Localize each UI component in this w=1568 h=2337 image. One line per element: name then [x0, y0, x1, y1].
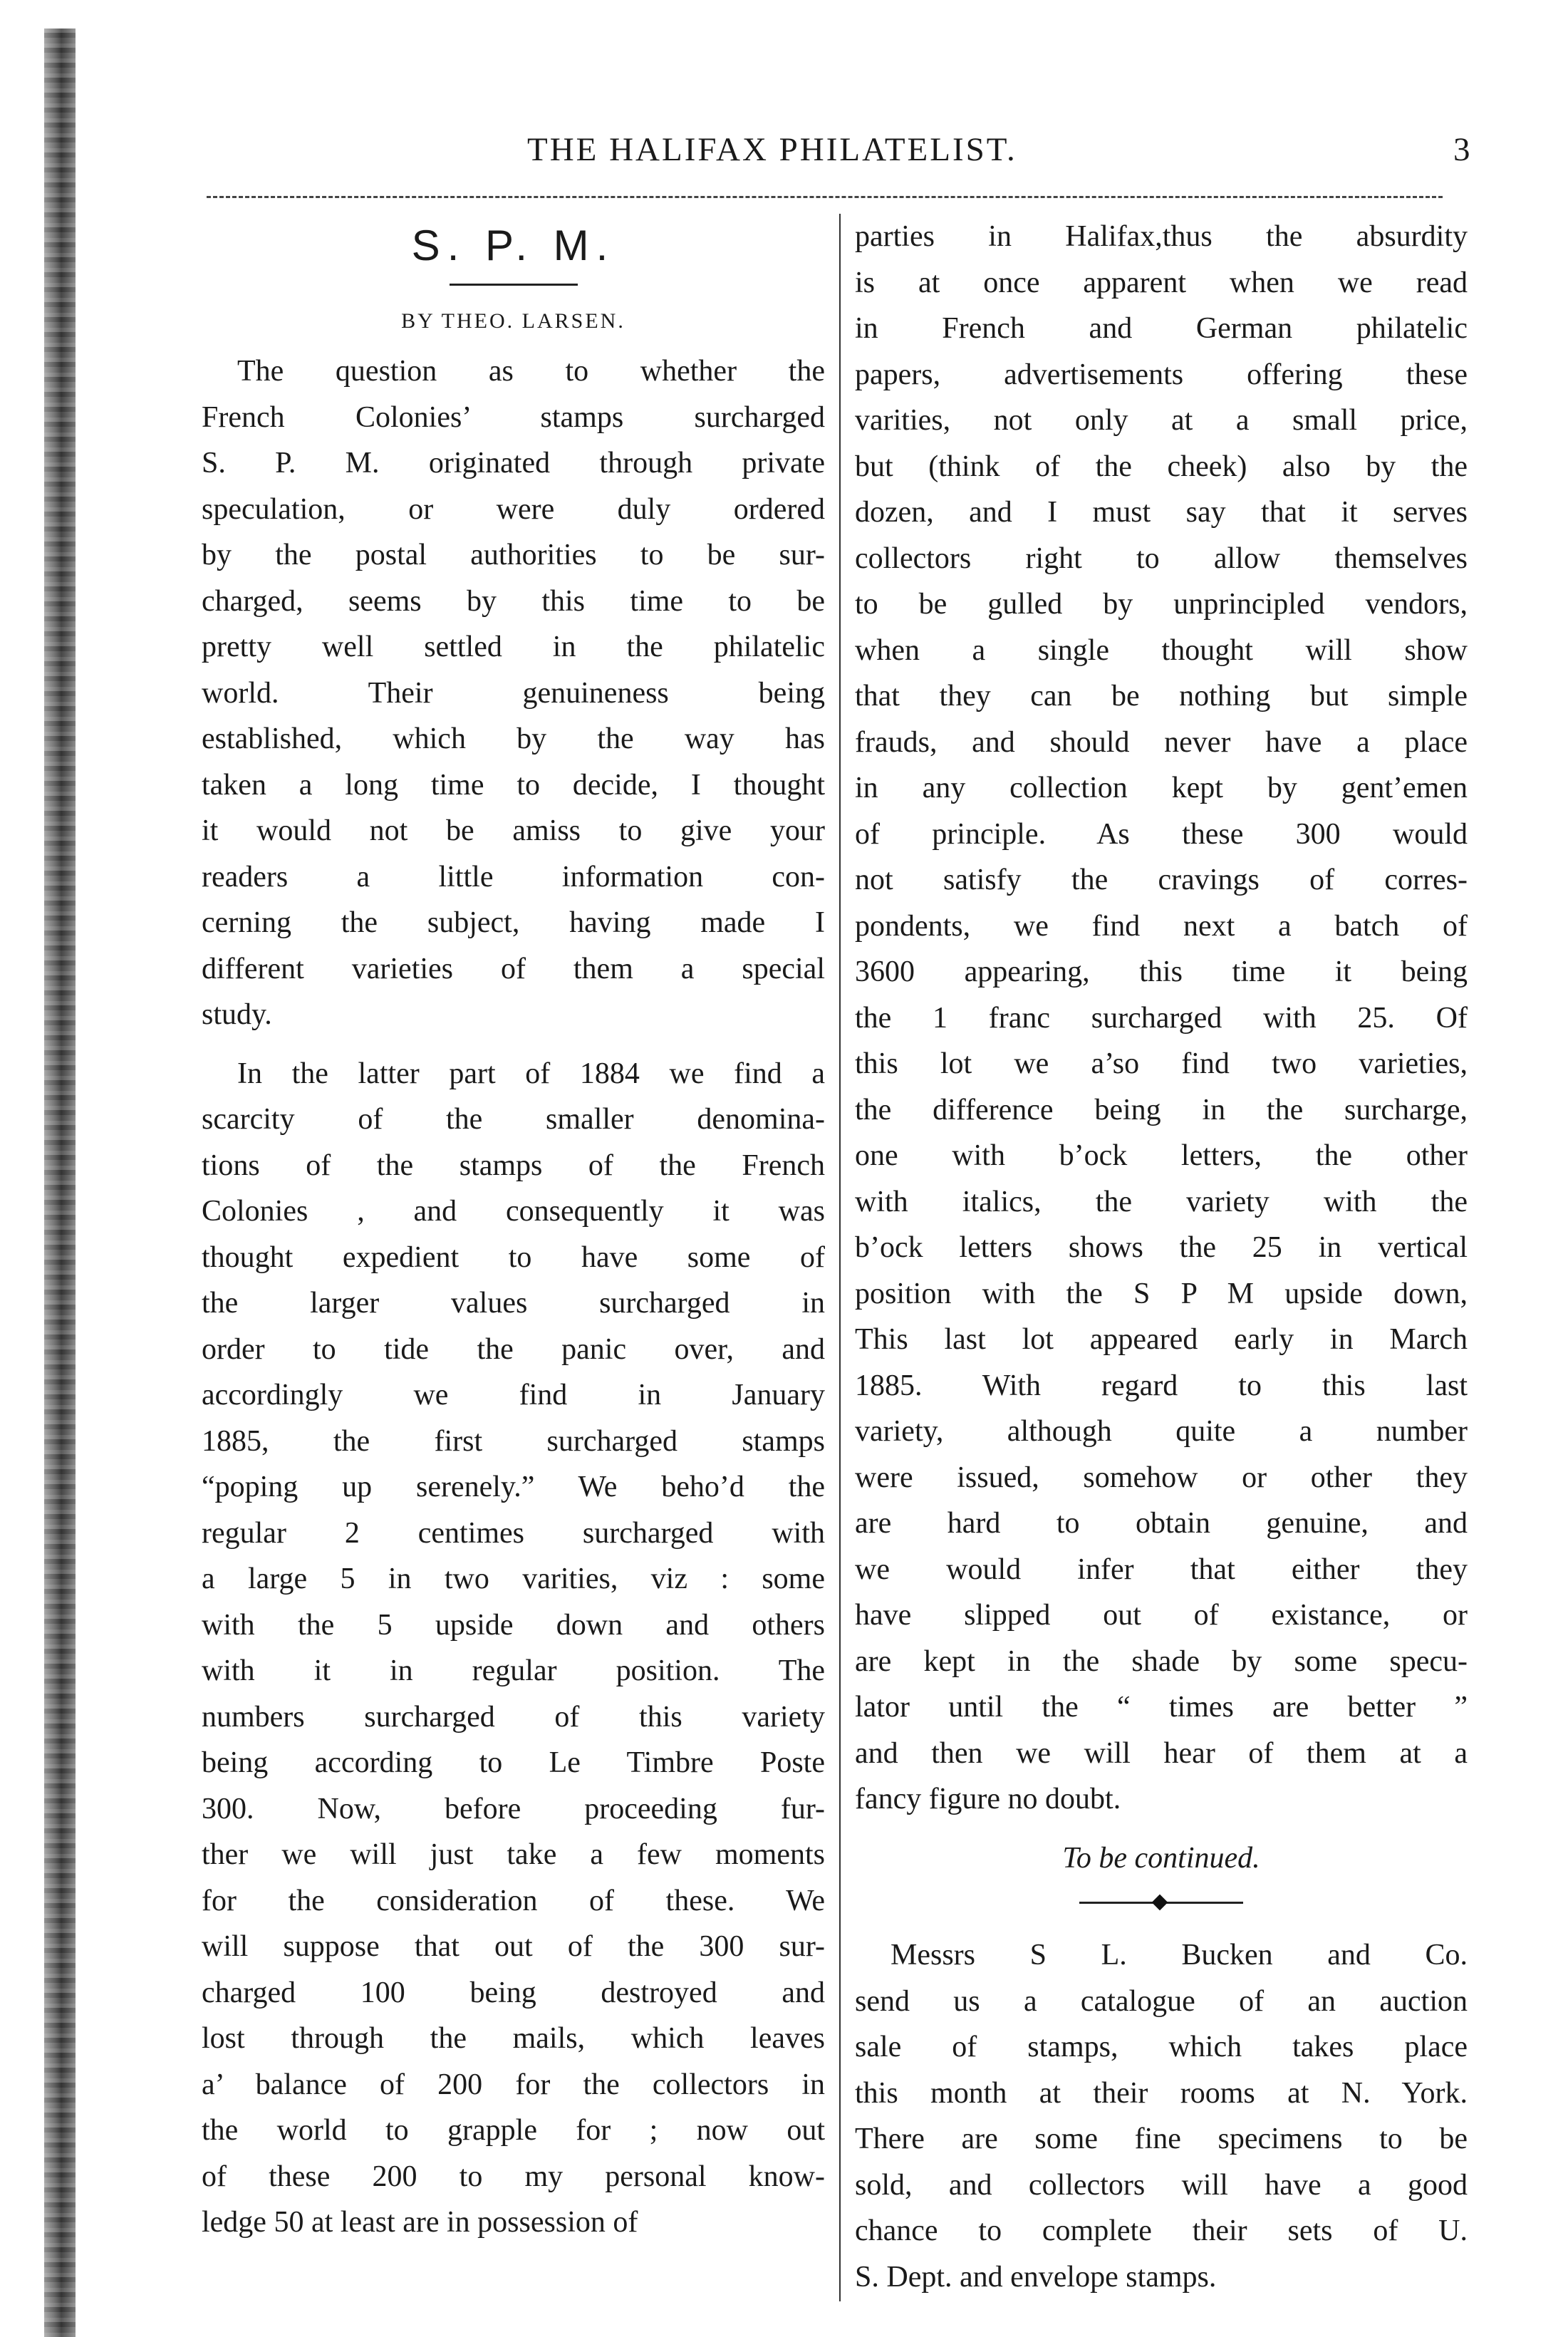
- text-line: world. Their genuineness being: [202, 676, 825, 710]
- text-line: that they can be nothing but simple: [855, 680, 1468, 712]
- text-line: by the postal authorities to be sur-: [202, 539, 825, 571]
- text-line: French Colonies’ stamps surcharged: [202, 400, 825, 434]
- text-line: with italics, the variety with the: [855, 1185, 1468, 1218]
- text-line: frauds, and should never have a place: [855, 725, 1468, 759]
- text-line: with the 5 upside down and others: [202, 1608, 825, 1642]
- text-line: 1885. With regard to this last: [855, 1369, 1468, 1402]
- text-line: position with the S P M upside down,: [855, 1277, 1468, 1310]
- article-byline: BY THEO. LARSEN.: [401, 309, 625, 333]
- text-line: varities, not only at a small price,: [855, 404, 1468, 437]
- text-line: There are some fine specimens to be: [855, 2123, 1468, 2155]
- text-line: This last lot appeared early in March: [855, 1323, 1468, 1356]
- text-line: numbers surcharged of this variety: [202, 1700, 825, 1734]
- text-line: different varieties of them a special: [202, 952, 825, 985]
- text-line: for the consideration of these. We: [202, 1884, 825, 1917]
- text-line: when a single thought will show: [855, 633, 1468, 667]
- text-line: and then we will hear of them at a: [855, 1736, 1468, 1770]
- text-line: b’ock letters shows the 25 in vertical: [855, 1231, 1468, 1264]
- text-line: dozen, and I must say that it serves: [855, 496, 1468, 529]
- text-line: regular 2 centimes surcharged with: [202, 1516, 825, 1550]
- text-line: with it in regular position. The: [202, 1654, 825, 1687]
- left-column: [202, 214, 825, 2259]
- text-line: being according to Le Timbre Poste: [202, 1746, 825, 1779]
- text-line: a’ balance of 200 for the collectors in: [202, 2068, 825, 2101]
- text-line: the larger values surcharged in: [202, 1287, 825, 1320]
- text-line: lost through the mails, which leaves: [202, 2022, 825, 2055]
- text-line: pretty well settled in the philatelic: [202, 631, 825, 663]
- text-line: lator until the “ times are better ”: [855, 1691, 1468, 1724]
- column-divider: [839, 214, 841, 2301]
- text-line: have slipped out of existance, or: [855, 1599, 1468, 1632]
- ornament-rule: [1079, 1895, 1243, 1910]
- page-number: 3: [1453, 131, 1470, 168]
- text-line: study.: [202, 998, 272, 1031]
- ornament-diamond-icon: [1152, 1895, 1168, 1911]
- right-column: [855, 214, 1468, 2300]
- article-title: S. P. M.: [411, 222, 616, 269]
- header-rule: [207, 196, 1443, 198]
- right-column-text: [855, 214, 1468, 1823]
- journal-title: THE HALIFAX PHILATELIST.: [527, 131, 1017, 168]
- text-line: charged 100 being destroyed and: [202, 1976, 825, 2009]
- text-line: this month at their rooms at N. York.: [855, 2076, 1468, 2110]
- paragraph: [202, 348, 825, 1038]
- left-column-text: [202, 348, 825, 2246]
- text-line: it would not be amiss to give your: [202, 814, 825, 847]
- text-line: tions of the stamps of the French: [202, 1149, 825, 1182]
- text-line: established, which by the way has: [202, 722, 825, 755]
- text-line: thought expedient to have some of: [202, 1240, 825, 1274]
- text-line: are hard to obtain genuine, and: [855, 1507, 1468, 1540]
- text-line: ledge 50 at least are in possession of: [202, 2206, 638, 2239]
- text-line: S. P. M. originated through private: [202, 447, 825, 480]
- text-line: of these 200 to my personal know-: [202, 2160, 825, 2193]
- text-line: send us a catalogue of an auction: [855, 1984, 1468, 2018]
- text-line: 1885, the first surcharged stamps: [202, 1424, 825, 1458]
- text-line: speculation, or were duly ordered: [202, 492, 825, 526]
- text-line: is at once apparent when we read: [855, 266, 1468, 299]
- text-line: were issued, somehow or other they: [855, 1461, 1468, 1494]
- text-line: the 1 franc surcharged with 25. Of: [855, 1001, 1468, 1035]
- text-line: The question as to whether the: [237, 355, 825, 388]
- text-line: taken a long time to decide, I thought: [202, 768, 825, 802]
- text-line: 300. Now, before proceeding fur-: [202, 1792, 825, 1825]
- text-line: cerning the subject, having made I: [202, 906, 825, 939]
- page-binding-edge: [44, 28, 76, 2337]
- text-line: variety, although quite a number: [855, 1415, 1468, 1448]
- text-line: fancy figure no doubt.: [855, 1783, 1121, 1815]
- paragraph: [202, 1051, 825, 2246]
- text-line: In the latter part of 1884 we find a: [237, 1057, 825, 1090]
- text-line: in French and German philatelic: [855, 312, 1468, 345]
- text-line: collectors right to allow themselves: [855, 542, 1468, 575]
- page-header: [0, 125, 1568, 175]
- text-line: in any collection kept by gent’emen: [855, 772, 1468, 804]
- text-line: are kept in the shade by some specu-: [855, 1644, 1468, 1678]
- text-line: a large 5 in two varities, viz : some: [202, 1563, 825, 1595]
- text-line: readers a little information con-: [202, 860, 825, 893]
- text-line: we would infer that either they: [855, 1553, 1468, 1586]
- title-rule: [450, 284, 578, 286]
- text-line: the world to grapple for ; now out: [202, 2114, 825, 2147]
- text-line: papers, advertisements offering these: [855, 358, 1468, 391]
- text-line: will suppose that out of the 300 sur-: [202, 1930, 825, 1963]
- text-line: one with b’ock letters, the other: [855, 1139, 1468, 1172]
- text-line: of principle. As these 300 would: [855, 817, 1468, 851]
- text-line: charged, seems by this time to be: [202, 584, 825, 618]
- text-line: accordingly we find in January: [202, 1379, 825, 1411]
- text-line: pondents, we find next a batch of: [855, 909, 1468, 943]
- text-line: but (think of the cheek) also by the: [855, 450, 1468, 483]
- text-line: “poping up serenely.” We beho’d the: [202, 1471, 825, 1503]
- text-line: chance to complete their sets of U.: [855, 2214, 1468, 2247]
- text-line: the difference being in the surcharge,: [855, 1093, 1468, 1126]
- text-line: sale of stamps, which takes place: [855, 2031, 1468, 2063]
- text-line: 3600 appearing, this time it being: [855, 955, 1468, 988]
- text-line: to be gulled by unprincipled vendors,: [855, 588, 1468, 621]
- to-be-continued: To be continued.: [1062, 1841, 1260, 1875]
- auction-notice: [855, 1932, 1468, 2300]
- text-line: sold, and collectors will have a good: [855, 2168, 1468, 2202]
- text-line: scarcity of the smaller denomina-: [202, 1103, 825, 1136]
- text-line: ther we will just take a few moments: [202, 1838, 825, 1871]
- text-line: parties in Halifax,thus the absurdity: [855, 220, 1468, 253]
- text-line: Messrs S L. Bucken and Co.: [891, 1939, 1468, 1971]
- text-line: not satisfy the cravings of corres-: [855, 864, 1468, 896]
- text-line: this lot we a’so find two varieties,: [855, 1047, 1468, 1080]
- text-line: S. Dept. and envelope stamps.: [855, 2260, 1217, 2294]
- text-line: Colonies , and consequently it was: [202, 1195, 825, 1228]
- text-line: order to tide the panic over, and: [202, 1332, 825, 1366]
